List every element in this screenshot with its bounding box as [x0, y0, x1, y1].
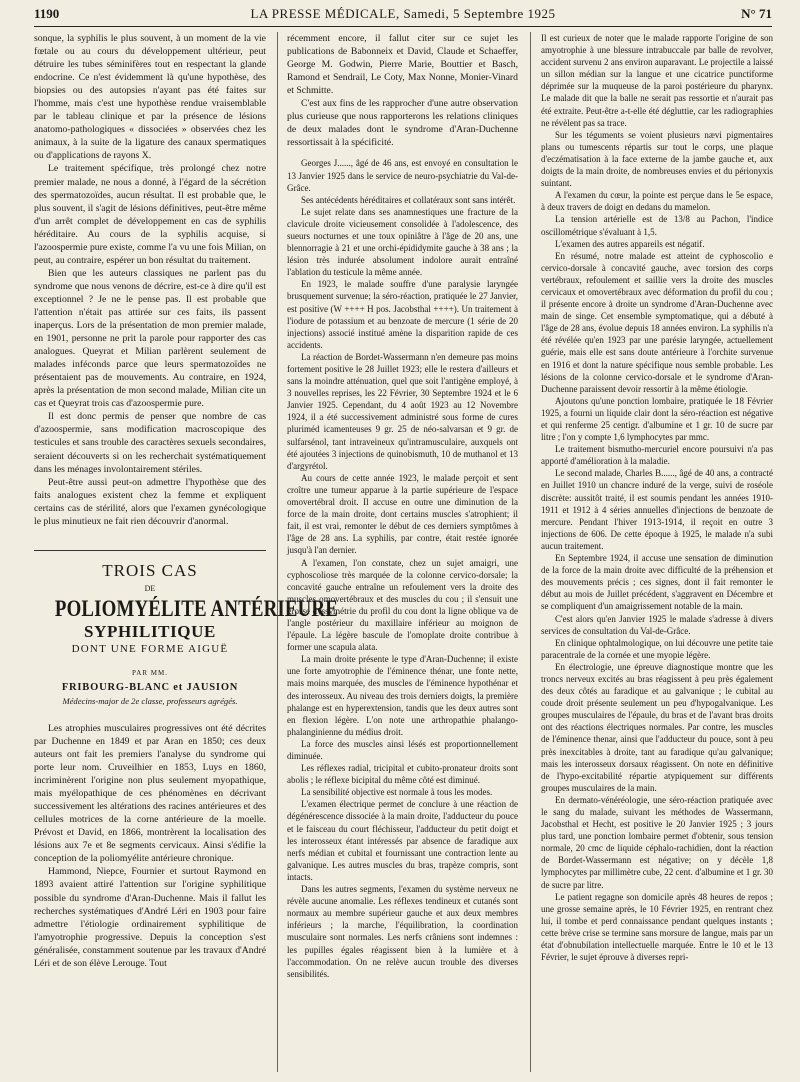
case-paragraph: En 1923, le malade souffre d'une paralysie laryngée brusquement survenue; la séro-réaction, pratiquée le 27 Janvier, est positive (W ++++ H pos. Jacobsthal ++++). Un traitement à l'iodure de potassium et au benzoate de mercure (1 série de 20 injections) associé institué amène la disparition rapide de ces accidents. — [287, 279, 518, 350]
case-paragraph: L'examen des autres appareils est négatif. — [555, 238, 705, 249]
case-paragraph: A l'examen du cœur, la pointe est perçue dans le 5e espace, à deux travers de doigt en dedans du mamelon. — [541, 190, 773, 213]
case-paragraph: Le patient regagne son domicile après 48 heures de repos ; une grosse semaine après, le 10 Février 1925, en rentrant chez lui, il tombe et perd connaissance pendant quelques instants ; cette brève crise se termine sans morsure de langue, mais par un état d'obnubilation intellectuelle marquée. Entre le 10 et le 13 Février, le sujet éprouve à diverses repri- — [541, 891, 773, 963]
case-paragraph: La sensibilité objective est normale à tous les modes. — [301, 787, 493, 798]
column-divider — [277, 32, 278, 1072]
column-divider — [530, 32, 531, 1072]
case-paragraph: Sur les téguments se voient plusieurs nævi pigmentaires plans ou tumescents répartis sur tout le corps, une plaque d'eczématisation à la face externe de la jambe gauche et, aux doigts de la main droite, de nombreuses envies et du périonyxis suintant. — [541, 129, 773, 189]
article-title-block — [34, 550, 338, 708]
issue-number: N° 71 — [741, 6, 772, 21]
page-number: 1190 — [34, 6, 60, 21]
paragraph: Hammond, Niepce, Fournier et surtout Raymond en 1893 avaient attiré l'attention sur l'origine syphilitique possible du syndrome d'Aran-Duchenne. Mais il fallut les recherches systématiques d'André Léri en 1903 pour faire admettre l'étiologie ordinairement syphilitique de l'amyotrophie progressive. Depuis la conception s'est généralisée, constamment soutenue par les travaux d'André Léri et de son élève Lerouge. Tout — [34, 866, 266, 969]
case-paragraph: Georges J......, âgé de 46 ans, est envoyé en consultation le 13 Janvier 1925 dans le service de neuro-psychiatrie du Val-de-Grâce. — [287, 158, 518, 193]
article-title-line: TROIS CAS — [102, 560, 198, 580]
column-3 — [541, 32, 773, 963]
case-paragraph: L'examen électrique permet de conclure à une réaction de dégénérescence dissociée à la main droite, l'adducteur du pouce et le faisceau du court fléchisseur, l'adducteur du petit doigt et les interosseux étant intéressés par absence de faradique aux nerfs médian et cubital et fournissant une contraction lente au galvanique. Les autres muscles du bras, trapèze compris, sont intacts. — [287, 799, 518, 882]
page-header — [34, 4, 772, 26]
article-title-main: POLIOMYÉLITE ANTÉRIEURE — [54, 595, 338, 621]
column-1 — [34, 32, 338, 970]
author-affiliation: Médecins-major de 2e classe, professeurs agrégés. — [62, 695, 238, 706]
byline-par: PAR MM. — [132, 668, 168, 677]
paragraph: récemment encore, il fallut citer sur ce sujet les publications de Babonneix et David, Claude et Schaeffer, George M. Godwin, Pierre Marie, Bouttier et Basch, Ramond et Sendrail, Le Coty, Max Nonne, Monier-Vinard et Schmitte. — [287, 33, 518, 97]
paragraph: Peut-être aussi peut-on admettre l'hypothèse que des faits analogues existent chez la femme et expliquent certains cas de stérilité, alors que l'examen gynécologique le plus minutieux ne fait rien découvrir d'anormal. — [34, 476, 266, 527]
header-rule — [34, 26, 772, 27]
paragraph: Bien que les auteurs classiques ne parlent pas du syndrome que nous venons de décrire, est-ce à dire qu'il est exceptionnel ? Je ne le pense pas. Il est probable que l'attention n'était pas attirée sur ces faits, ils passent inaperçus. Lors de la présentation de mon premier malade, en 1901, personne ne prit la parole pour rapporter des cas analogues. Queyrat et Milian parlèrent seulement de malades inféconds parce que leurs spermatozoïdes ne présentaient pas de mouvements. Au contraire, en 1924, après la présentation de mon second malade, Milian cite un cas et Queyrat trois cas d'azoospermie pure. — [34, 267, 266, 410]
paragraph: Les atrophies musculaires progressives ont été décrites par Duchenne en 1849 et par Aran en 1850; ces deux auteurs ont fait les premiers l'analyse du syndrome qui porte leur nom. Cruveilhier en 1853, Luys en 1860, incriminèrent l'origine non plus seulement myopathique, mais myélopathique de ces phénomènes en décrivant successivement les altérations des racines antérieures et des cellules motrices de la corne antérieure de la moelle. Prévost et David, en 1866, montrèrent la localisation des lésions aux 7e et 8e segments cervicaux. Ainsi s'édifie la conception de la poliomyélite antérieure chronique. — [34, 722, 266, 865]
article-authors: FRIBOURG-BLANC et JAUSION — [61, 681, 239, 693]
case-paragraph: En Septembre 1924, il accuse une sensation de diminution de la force de la main droite avec difficulté de la préhension et des mouvements précis ; ces signes, dont il fait remonter le début au mois de Juillet précédent, s'aggravent en Décembre et se compliquent d'un amaigrissement notable de la main. — [541, 553, 773, 612]
journal-title: LA PRESSE MÉDICALE, Samedi, 5 Septembre 1925 — [250, 6, 556, 21]
case-paragraph: Le traitement bismutho-mercuriel encore poursuivi n'a pas apporté d'amélioration à la maladie. — [541, 444, 773, 467]
case-paragraph: Ajoutons qu'une ponction lombaire, pratiquée le 18 Février 1925, a fourni un liquide clair dont la séro-réaction est négative et qui renferme 25 centigr. d'albumine et 1 gr. 10 de sucre par litre ; l'on y compte 1,6 lymphocytes par mmc. — [541, 395, 773, 443]
case-paragraph: La tension artérielle est de 13/8 au Pachon, l'indice oscillométrique s'évaluant à 1,5. — [541, 214, 773, 237]
case-paragraph: Dans les autres segments, l'examen du système nerveux ne révèle aucune anomalie. Les réflexes tendineux et cutanés sont normaux au membre supérieur gauche et aux deux membres inférieurs ; la marche, l'équilibration, la coordination musculaire sont normales. Les nerfs crâniens sont indemnes : les pupilles égales réagissent bien à la lumière et à l'accommodation. On ne relève aucun trouble des diverses sensibilités. — [287, 884, 518, 979]
paragraph: sonque, la syphilis le plus souvent, à un moment de la vie fœtale ou au cours du développement ultérieur, peut détruire les tubes séminifères tout en respectant la glande endocrine. Ce n'est évidemment là qu'une hypothèse, des biopsies ou des autopsies n'ayant pas été faites sur l'homme, mais c'est une hypothèse rendue vraisemblable par le tableau clinique et par la présence de lésions anatomo-pathologiques « dissociées » observées chez les animaux, à la suite de la ligature des canaux spermatiques ou d'applications de rayons X. — [34, 33, 266, 162]
article-subtitle: DONT UNE FORME AIGUË — [71, 642, 229, 655]
case-paragraph: Au cours de cette année 1923, le malade perçoit et sent croître une tumeur apparue à la partie supérieure de l'espace omovertébral droit. Il accuse en outre une diminution de la force de la main droite, dont certains muscles s'atrophient; il fait, il est vrai, remonter le début de ces derniers symptômes à l'âge de 28 ans. La syphilis, par contre, était restée ignorée jusqu'à l'an dernier. — [287, 472, 518, 556]
case-paragraph: Ses antécédents héréditaires et collatéraux sont sans intérêt. — [301, 194, 516, 205]
case-paragraph: La main droite présente le type d'Aran-Duchenne; il existe une forte amyotrophie de l'éminence thénar, une fonte nette, mais moins marquée, des muscles de l'éminence hypothénar et des interosseux. Au niveau des trois derniers doigts, la première phalange est en hyperextension, tandis que les deux autres sont en flexion légère. L'on note une arthropathie phalango-phalanginienne du médius droit. — [287, 654, 518, 737]
paragraph: Il est donc permis de penser que nombre de cas d'azoospermie, sans modification macroscopique des testicules et sans trouble des caractères sexuels secondaires, seraient découverts si on les recherchait systématiquement dans les ménages involontairement stériles. — [34, 411, 266, 475]
case-paragraph: En clinique ophtalmologique, on lui découvre une petite taie paracentrale de la cornée et une myopie légère. — [541, 637, 773, 660]
paragraph: Le traitement spécifique, très prolongé chez notre premier malade, ne nous a donné, à l'égard de la sécrétion des spermatozoïdes, aucun résultat. Il est probable que, le plus souvent, il s'agit de lésions définitives, peut-être même d'un arrêt complet de développement en cas de syphilis héréditaire. Au cours de la syphilis acquise, si l'azoospermie pure existe, comme l'a vu une fois Milian, on peut, au contraire, espérer un bon résultat du traitement. — [34, 163, 266, 266]
case-paragraph: Les réflexes radial, tricipital et cubito-pronateur droits sont abolis ; le réflexe bicipital du même côté est diminué. — [287, 763, 518, 786]
article-title-line: SYPHILITIQUE — [84, 621, 216, 641]
case-paragraph: La force des muscles ainsi lésés est proportionnellement diminuée. — [287, 738, 518, 762]
case-paragraph: Il est curieux de noter que le malade rapporte l'origine de son amyotrophie à une blessure intrabuccale par balle de revolver, accident survenu 2 ans environ auparavant. Le projectile a laissé un sillon médian sur la langue et une cicatrice punctiforme déprimée sur la muqueuse de la paroi postérieure du pharynx. Le malade dit que la balle ne serait pas ressortie et n'aurait pas été extraite. Peut-être a-t-elle été dégluttie, car les radiographies ne révèlent pas sa trace. — [541, 33, 773, 128]
case-paragraph: En électrologie, une épreuve diagnostique montre que les troncs nerveux excités au bras réagissent à peu près également des deux côtés au faradique et au galvanique ; le cubital au coude droit présente seulement un peu d'hypogalvanique. Les groupes musculaires de l'épaule, du bras et de l'avant bras droits ont des réactions électriques normales. Par contre, les muscles de l'éminence thenar, ainsi que l'adducteur du pouce, sont à peu près inexcitables à droite, tant au faradique qu'au galvanique; mais les interosseux dorsaux réagissent. On note en définitive de l'hypo-excitabilité répartie atypiquement sur différents groupes musculaires de la main. — [541, 661, 773, 793]
case-paragraph: Le second malade, Charles B......, âgé de 40 ans, a contracté en Juillet 1910 un chancre induré de la verge, suivi de roséole discrète: aussitôt traité, il est soumis pendant les années 1910-1911 et 1912 à 4 séries annuelles d'injections de benzoate de mercure. Pendant l'hiver 1913-1914, il reçoit en outre 3 injections de 606. De cette époque à 1925, le malade n'a subi aucun traitement. — [541, 468, 773, 551]
case-paragraph: Le sujet relate dans ses anamnestiques une fracture de la clavicule droite vicieusement consolidée à l'adolescence, des sueurs nocturnes et une toux opiniâtre à l'âge de 20 ans, une blennorragie à 21 et une orchi-épididymite gauche à 38 ans ; la lésion très indurée absolument indolore aurait entraîné l'ablation du testicule la même année. — [287, 206, 518, 278]
case-paragraph: C'est alors qu'en Janvier 1925 le malade s'adresse à divers services de consultation du Val-de-Grâce. — [541, 613, 773, 636]
column-2 — [287, 32, 518, 980]
case-paragraph: En dermato-vénéréologie, une séro-réaction pratiquée avec le sang du malade, suivant les méthodes de Wassermann, Jacobsthal et Hecht, est positive le 20 Janvier 1925 ; 3 jours plus tard, une ponction lombaire permet d'obtenir, sous tension normale, 20 cmc de liquide céphalo-rachidien, dont la réaction de Bordet-Wassermann est négative; on y décèle 1,8 lymphocytes par millimètre cube, 22 cent. d'albumine et 1 gr. 30 de sucre par litre. — [541, 794, 773, 890]
article-title-line: DE — [144, 583, 156, 593]
case-paragraph: A l'examen, l'on constate, chez un sujet amaigri, une cyphoscoliose très marquée de la colonne cervico-dorsale; la concavité gauche entraîne un refoulement vers la droite des muscles omovertébraux et des muscles du cou ; il s'ensuit une grosse dyssymétrie du profil du cou dont la ligne oblique va de l'angle postérieur du maxillaire inférieur au moignon de l'épaule. La légère bascule de l'omoplate droite contribue à former une scapula alata. — [287, 557, 518, 653]
case-paragraph: La réaction de Bordet-Wassermann n'en demeure pas moins fortement positive le 28 Juillet 1923; elle le restera d'ailleurs et sans la moindre atténuation, quel que soit l'antigène employé, à 3 nouvelles reprises, les 22 Février, 30 Septembre 1924 et le 6 Janvier 1925. Cependant, du 4 août 1923 au 12 Novembre 1924, il a été successivement administré sous forme de cures pluriméd icamenteuses 9 gr. 25 de néo-salvarsan et 9 gr. de sulfarsénol, tant intraveineux qu'intramusculaire, auxquels ont été ajoutées 3 injections de quinobismuth, 10 de muthanol et 13 d'argyrétol. — [287, 351, 518, 471]
paragraph: C'est aux fins de les rapprocher d'une autre observation plus curieuse que nous rapporterons les relations cliniques de deux malades dont le syndrome d'Aran-Duchenne ressortissait à la spécificité. — [287, 98, 518, 149]
case-paragraph: En résumé, notre malade est atteint de cyphoscolio e cervico-dorsale à concavité gauche, avec torsion des corps vertébraux, refoulement et saillie vers la droite des muscles cervicaux et omovertébraux avec déformation du profil du cou ; il présente encore à droite un syndrome d'Aran-Duchenne avec main de singe. Cet ensemble symptomatique, qui a débuté à l'âge de 28 ans, évolue depuis 18 années environ. La syphilis n'a été révélée qu'en 1923 par une parésie laryngée, actuellement guérie, mais elle est sans doute antérieure à l'orchite survenue en 1916 et dont la nature spécifique nous semble probable. Les lésions de la colonne cervico-dorsale et le syndrome d'Aran-Duchenne paraissent devoir ressortir à la même étiologie. — [541, 250, 773, 394]
